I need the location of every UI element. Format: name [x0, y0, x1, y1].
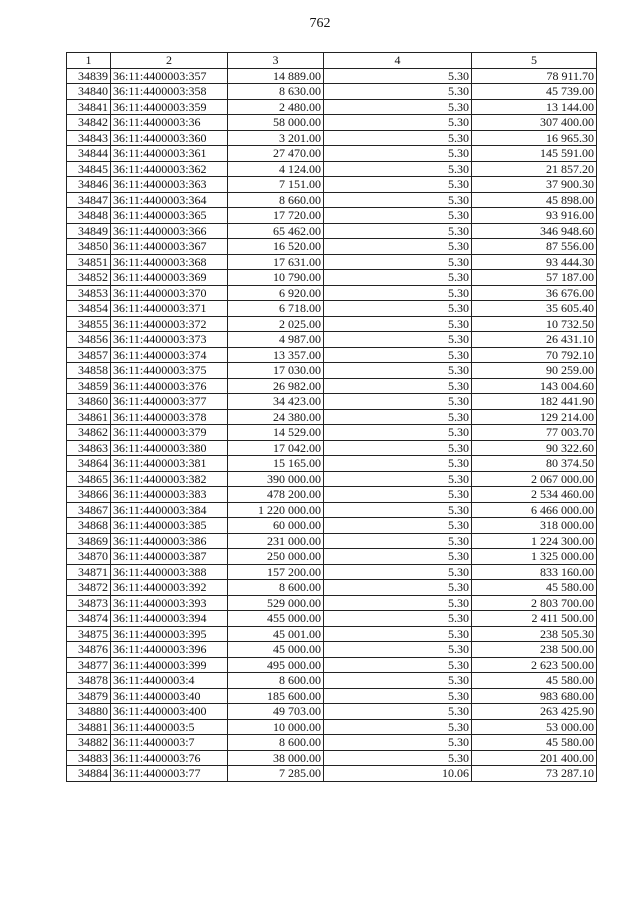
- table-cell-col2: 36:11:4400003:365: [111, 208, 228, 224]
- table-cell-col3: 4 987.00: [228, 332, 324, 348]
- table-cell-col2: 36:11:4400003:394: [111, 611, 228, 627]
- table-row: [67, 332, 597, 348]
- table-cell-col3: 157 200.00: [228, 564, 324, 580]
- table-cell-col5: 145 591.00: [472, 146, 597, 162]
- table-cell-col4: 5.30: [324, 425, 472, 441]
- table-cell-col4: 5.30: [324, 518, 472, 534]
- table-cell-col2: 36:11:4400003:383: [111, 487, 228, 503]
- table-cell-col2: 36:11:4400003:363: [111, 177, 228, 193]
- table-row: [67, 208, 597, 224]
- table-cell-col1: 34881: [67, 719, 111, 735]
- table-cell-col1: 34867: [67, 502, 111, 518]
- table-cell-col5: 70 792.10: [472, 347, 597, 363]
- table-row: [67, 161, 597, 177]
- table-row: [67, 146, 597, 162]
- table-cell-col4: 5.30: [324, 580, 472, 596]
- table-cell-col4: 5.30: [324, 208, 472, 224]
- table-cell-col3: 6 920.00: [228, 285, 324, 301]
- table-row: [67, 363, 597, 379]
- table-cell-col3: 45 000.00: [228, 642, 324, 658]
- table-cell-col2: 36:11:4400003:387: [111, 549, 228, 565]
- table-cell-col2: 36:11:4400003:400: [111, 704, 228, 720]
- table-cell-col3: 8 630.00: [228, 84, 324, 100]
- table-row: [67, 580, 597, 596]
- table-cell-col3: 49 703.00: [228, 704, 324, 720]
- table-row: [67, 254, 597, 270]
- table-cell-col2: 36:11:4400003:369: [111, 270, 228, 286]
- table-cell-col4: 5.30: [324, 595, 472, 611]
- table-cell-col4: 5.30: [324, 239, 472, 255]
- table-cell-col4: 5.30: [324, 704, 472, 720]
- table-cell-col1: 34847: [67, 192, 111, 208]
- table-cell-col3: 17 030.00: [228, 363, 324, 379]
- table-cell-col4: 5.30: [324, 285, 472, 301]
- table-cell-col3: 185 600.00: [228, 688, 324, 704]
- table-row: [67, 766, 597, 782]
- table-cell-col1: 34874: [67, 611, 111, 627]
- table-cell-col4: 5.30: [324, 564, 472, 580]
- table-cell-col4: 5.30: [324, 192, 472, 208]
- table-cell-col5: 53 000.00: [472, 719, 597, 735]
- table-cell-col1: 34846: [67, 177, 111, 193]
- table-cell-col4: 5.30: [324, 440, 472, 456]
- table-cell-col2: 36:11:4400003:359: [111, 99, 228, 115]
- table-cell-col3: 24 380.00: [228, 409, 324, 425]
- table-cell-col2: 36:11:4400003:396: [111, 642, 228, 658]
- table-cell-col2: 36:11:4400003:382: [111, 471, 228, 487]
- column-header-5: 5: [472, 53, 597, 69]
- table-cell-col2: 36:11:4400003:366: [111, 223, 228, 239]
- table-cell-col3: 8 600.00: [228, 673, 324, 689]
- table-cell-col5: 182 441.90: [472, 394, 597, 410]
- table-row: [67, 719, 597, 735]
- page-number: 762: [309, 16, 331, 31]
- table-cell-col5: 1 224 300.00: [472, 533, 597, 549]
- table-cell-col4: 5.30: [324, 626, 472, 642]
- table-cell-col4: 5.30: [324, 378, 472, 394]
- table-cell-col3: 6 718.00: [228, 301, 324, 317]
- table-cell-col5: 77 003.70: [472, 425, 597, 441]
- table-cell-col2: 36:11:4400003:360: [111, 130, 228, 146]
- table-cell-col4: 5.30: [324, 409, 472, 425]
- table-row: [67, 177, 597, 193]
- table-cell-col5: 35 605.40: [472, 301, 597, 317]
- table-cell-col1: 34853: [67, 285, 111, 301]
- table-cell-col5: 45 580.00: [472, 735, 597, 751]
- table-cell-col3: 7 151.00: [228, 177, 324, 193]
- table-cell-col5: 2 534 460.00: [472, 487, 597, 503]
- table-cell-col5: 2 411 500.00: [472, 611, 597, 627]
- table-cell-col4: 5.30: [324, 332, 472, 348]
- table-cell-col2: 36:11:4400003:384: [111, 502, 228, 518]
- table-cell-col3: 1 220 000.00: [228, 502, 324, 518]
- table-cell-col4: 5.30: [324, 254, 472, 270]
- table-cell-col3: 4 124.00: [228, 161, 324, 177]
- column-header-2: 2: [111, 53, 228, 69]
- table-cell-col2: 36:11:4400003:385: [111, 518, 228, 534]
- table-cell-col4: 5.30: [324, 657, 472, 673]
- table-cell-col1: 34850: [67, 239, 111, 255]
- table-row: [67, 657, 597, 673]
- table-row: [67, 673, 597, 689]
- table-cell-col5: 346 948.60: [472, 223, 597, 239]
- table-cell-col5: 80 374.50: [472, 456, 597, 472]
- table-cell-col5: 238 500.00: [472, 642, 597, 658]
- table-row: [67, 518, 597, 534]
- table-cell-col1: 34856: [67, 332, 111, 348]
- table-cell-col5: 45 580.00: [472, 580, 597, 596]
- table-cell-col5: 6 466 000.00: [472, 502, 597, 518]
- table-cell-col5: 833 160.00: [472, 564, 597, 580]
- table-cell-col5: 26 431.10: [472, 332, 597, 348]
- table-cell-col2: 36:11:4400003:362: [111, 161, 228, 177]
- table-cell-col4: 5.30: [324, 115, 472, 131]
- table-cell-col2: 36:11:4400003:379: [111, 425, 228, 441]
- table-cell-col2: 36:11:4400003:36: [111, 115, 228, 131]
- table-cell-col4: 5.30: [324, 673, 472, 689]
- table-cell-col4: 10.06: [324, 766, 472, 782]
- table-cell-col2: 36:11:4400003:376: [111, 378, 228, 394]
- table-cell-col5: 90 322.60: [472, 440, 597, 456]
- table-cell-col2: 36:11:4400003:370: [111, 285, 228, 301]
- table-cell-col3: 38 000.00: [228, 750, 324, 766]
- table-cell-col4: 5.30: [324, 270, 472, 286]
- table-cell-col3: 10 000.00: [228, 719, 324, 735]
- table-cell-col1: 34884: [67, 766, 111, 782]
- table-cell-col4: 5.30: [324, 750, 472, 766]
- table-cell-col5: 45 898.00: [472, 192, 597, 208]
- table-row: [67, 688, 597, 704]
- table-cell-col1: 34869: [67, 533, 111, 549]
- table-cell-col5: 45 739.00: [472, 84, 597, 100]
- table-cell-col4: 5.30: [324, 161, 472, 177]
- table-row: [67, 223, 597, 239]
- table-cell-col3: 478 200.00: [228, 487, 324, 503]
- table-cell-col3: 17 042.00: [228, 440, 324, 456]
- table-cell-col1: 34851: [67, 254, 111, 270]
- table-cell-col4: 5.30: [324, 301, 472, 317]
- table-cell-col3: 58 000.00: [228, 115, 324, 131]
- table-cell-col1: 34845: [67, 161, 111, 177]
- table-cell-col2: 36:11:4400003:368: [111, 254, 228, 270]
- table-cell-col1: 34876: [67, 642, 111, 658]
- table-cell-col3: 26 982.00: [228, 378, 324, 394]
- table-row: [67, 549, 597, 565]
- table-row: [67, 347, 597, 363]
- table-cell-col1: 34865: [67, 471, 111, 487]
- table-row: [67, 394, 597, 410]
- table-cell-col4: 5.30: [324, 688, 472, 704]
- table-cell-col3: 17 631.00: [228, 254, 324, 270]
- table-cell-col5: 129 214.00: [472, 409, 597, 425]
- table-row: [67, 626, 597, 642]
- table-cell-col1: 34863: [67, 440, 111, 456]
- table-row: [67, 130, 597, 146]
- table-cell-col2: 36:11:4400003:357: [111, 68, 228, 84]
- table-cell-col1: 34849: [67, 223, 111, 239]
- table-cell-col3: 7 285.00: [228, 766, 324, 782]
- table-cell-col2: 36:11:4400003:381: [111, 456, 228, 472]
- table-row: [67, 192, 597, 208]
- table-cell-col3: 27 470.00: [228, 146, 324, 162]
- column-header-1: 1: [67, 53, 111, 69]
- table-cell-col1: 34868: [67, 518, 111, 534]
- table-cell-col4: 5.30: [324, 611, 472, 627]
- table-cell-col4: 5.30: [324, 130, 472, 146]
- table-cell-col4: 5.30: [324, 533, 472, 549]
- table-row: [67, 502, 597, 518]
- table-cell-col3: 8 600.00: [228, 580, 324, 596]
- table-cell-col1: 34857: [67, 347, 111, 363]
- table-cell-col5: 37 900.30: [472, 177, 597, 193]
- table-cell-col2: 36:11:4400003:378: [111, 409, 228, 425]
- table-cell-col2: 36:11:4400003:377: [111, 394, 228, 410]
- table-cell-col5: 57 187.00: [472, 270, 597, 286]
- table-cell-col5: 307 400.00: [472, 115, 597, 131]
- table-row: [67, 750, 597, 766]
- table-row: [67, 378, 597, 394]
- table-cell-col3: 390 000.00: [228, 471, 324, 487]
- table-cell-col5: 93 916.00: [472, 208, 597, 224]
- table-cell-col2: 36:11:4400003:386: [111, 533, 228, 549]
- table-cell-col1: 34875: [67, 626, 111, 642]
- table-cell-col1: 34871: [67, 564, 111, 580]
- table-cell-col3: 2 025.00: [228, 316, 324, 332]
- table-cell-col4: 5.30: [324, 471, 472, 487]
- table-cell-col5: 90 259.00: [472, 363, 597, 379]
- table-cell-col4: 5.30: [324, 363, 472, 379]
- table-cell-col2: 36:11:4400003:5: [111, 719, 228, 735]
- table-cell-col2: 36:11:4400003:7: [111, 735, 228, 751]
- table-body: [67, 68, 597, 781]
- table-cell-col2: 36:11:4400003:367: [111, 239, 228, 255]
- table-row: [67, 285, 597, 301]
- table-row: [67, 456, 597, 472]
- table-row: [67, 301, 597, 317]
- table-cell-col3: 2 480.00: [228, 99, 324, 115]
- table-cell-col1: 34864: [67, 456, 111, 472]
- table-cell-col5: 87 556.00: [472, 239, 597, 255]
- table-row: [67, 239, 597, 255]
- table-cell-col2: 36:11:4400003:358: [111, 84, 228, 100]
- table-cell-col1: 34860: [67, 394, 111, 410]
- table-cell-col1: 34839: [67, 68, 111, 84]
- table-row: [67, 595, 597, 611]
- table-cell-col5: 2 623 500.00: [472, 657, 597, 673]
- table-cell-col2: 36:11:4400003:76: [111, 750, 228, 766]
- table-cell-col1: 34877: [67, 657, 111, 673]
- table-cell-col4: 5.30: [324, 487, 472, 503]
- table-row: [67, 84, 597, 100]
- table-cell-col4: 5.30: [324, 719, 472, 735]
- table-cell-col1: 34880: [67, 704, 111, 720]
- table-cell-col2: 36:11:4400003:40: [111, 688, 228, 704]
- column-header-3: 3: [228, 53, 324, 69]
- table-cell-col1: 34872: [67, 580, 111, 596]
- table-cell-col3: 495 000.00: [228, 657, 324, 673]
- table-cell-col5: 201 400.00: [472, 750, 597, 766]
- table-cell-col3: 529 000.00: [228, 595, 324, 611]
- table-cell-col5: 2 067 000.00: [472, 471, 597, 487]
- table-cell-col5: 318 000.00: [472, 518, 597, 534]
- table-row: [67, 564, 597, 580]
- table-cell-col2: 36:11:4400003:372: [111, 316, 228, 332]
- table-row: [67, 440, 597, 456]
- table-cell-col3: 14 529.00: [228, 425, 324, 441]
- table-cell-col2: 36:11:4400003:399: [111, 657, 228, 673]
- table-cell-col1: 34883: [67, 750, 111, 766]
- table-cell-col3: 10 790.00: [228, 270, 324, 286]
- table-cell-col2: 36:11:4400003:364: [111, 192, 228, 208]
- table-cell-col1: 34873: [67, 595, 111, 611]
- table-row: [67, 99, 597, 115]
- table-cell-col4: 5.30: [324, 642, 472, 658]
- table-cell-col5: 21 857.20: [472, 161, 597, 177]
- table-cell-col3: 45 001.00: [228, 626, 324, 642]
- table-row: [67, 611, 597, 627]
- table-row: [67, 270, 597, 286]
- table-row: [67, 316, 597, 332]
- table-cell-col4: 5.30: [324, 223, 472, 239]
- data-table: [66, 52, 597, 782]
- table-cell-col1: 34858: [67, 363, 111, 379]
- table-cell-col4: 5.30: [324, 502, 472, 518]
- table-cell-col3: 8 600.00: [228, 735, 324, 751]
- table-cell-col4: 5.30: [324, 735, 472, 751]
- table-row: [67, 471, 597, 487]
- table-cell-col4: 5.30: [324, 456, 472, 472]
- table-cell-col1: 34840: [67, 84, 111, 100]
- table-cell-col2: 36:11:4400003:395: [111, 626, 228, 642]
- table-cell-col5: 36 676.00: [472, 285, 597, 301]
- table-cell-col2: 36:11:4400003:373: [111, 332, 228, 348]
- table-cell-col2: 36:11:4400003:393: [111, 595, 228, 611]
- table-cell-col1: 34844: [67, 146, 111, 162]
- header-row: [67, 53, 597, 69]
- table-cell-col4: 5.30: [324, 99, 472, 115]
- table-row: [67, 409, 597, 425]
- table-cell-col4: 5.30: [324, 68, 472, 84]
- table-row: [67, 425, 597, 441]
- table-cell-col3: 3 201.00: [228, 130, 324, 146]
- table-cell-col5: 1 325 000.00: [472, 549, 597, 565]
- table-cell-col2: 36:11:4400003:77: [111, 766, 228, 782]
- table-cell-col2: 36:11:4400003:375: [111, 363, 228, 379]
- table-cell-col3: 34 423.00: [228, 394, 324, 410]
- table-cell-col1: 34841: [67, 99, 111, 115]
- table-row: [67, 68, 597, 84]
- table-row: [67, 704, 597, 720]
- table-cell-col4: 5.30: [324, 394, 472, 410]
- table-cell-col1: 34854: [67, 301, 111, 317]
- table-cell-col5: 2 803 700.00: [472, 595, 597, 611]
- table-cell-col5: 143 004.60: [472, 378, 597, 394]
- column-header-4: 4: [324, 53, 472, 69]
- table-cell-col4: 5.30: [324, 177, 472, 193]
- table-cell-col5: 13 144.00: [472, 99, 597, 115]
- table-cell-col1: 34882: [67, 735, 111, 751]
- table-cell-col2: 36:11:4400003:388: [111, 564, 228, 580]
- table-cell-col1: 34879: [67, 688, 111, 704]
- table-row: [67, 735, 597, 751]
- table-cell-col5: 263 425.90: [472, 704, 597, 720]
- table-cell-col3: 455 000.00: [228, 611, 324, 627]
- table-cell-col2: 36:11:4400003:361: [111, 146, 228, 162]
- table-cell-col5: 983 680.00: [472, 688, 597, 704]
- table-cell-col2: 36:11:4400003:374: [111, 347, 228, 363]
- table-cell-col3: 15 165.00: [228, 456, 324, 472]
- table-cell-col1: 34878: [67, 673, 111, 689]
- table-cell-col2: 36:11:4400003:4: [111, 673, 228, 689]
- table-cell-col5: 93 444.30: [472, 254, 597, 270]
- table-cell-col1: 34852: [67, 270, 111, 286]
- table-cell-col3: 16 520.00: [228, 239, 324, 255]
- table-cell-col3: 60 000.00: [228, 518, 324, 534]
- table-cell-col3: 250 000.00: [228, 549, 324, 565]
- table-cell-col3: 17 720.00: [228, 208, 324, 224]
- table-cell-col5: 78 911.70: [472, 68, 597, 84]
- table-cell-col1: 34843: [67, 130, 111, 146]
- table-cell-col4: 5.30: [324, 549, 472, 565]
- table-cell-col4: 5.30: [324, 316, 472, 332]
- table-cell-col3: 13 357.00: [228, 347, 324, 363]
- table-cell-col2: 36:11:4400003:371: [111, 301, 228, 317]
- table-cell-col1: 34842: [67, 115, 111, 131]
- table-row: [67, 115, 597, 131]
- table-cell-col4: 5.30: [324, 84, 472, 100]
- table-row: [67, 642, 597, 658]
- table-row: [67, 487, 597, 503]
- table-cell-col5: 238 505.30: [472, 626, 597, 642]
- table-cell-col4: 5.30: [324, 347, 472, 363]
- table-cell-col1: 34870: [67, 549, 111, 565]
- table-cell-col5: 10 732.50: [472, 316, 597, 332]
- table-cell-col5: 16 965.30: [472, 130, 597, 146]
- table-cell-col1: 34861: [67, 409, 111, 425]
- table-cell-col3: 65 462.00: [228, 223, 324, 239]
- table-cell-col2: 36:11:4400003:392: [111, 580, 228, 596]
- table-cell-col5: 73 287.10: [472, 766, 597, 782]
- table-cell-col1: 34855: [67, 316, 111, 332]
- table-cell-col1: 34866: [67, 487, 111, 503]
- table-cell-col3: 14 889.00: [228, 68, 324, 84]
- table-cell-col3: 8 660.00: [228, 192, 324, 208]
- table-cell-col4: 5.30: [324, 146, 472, 162]
- table-cell-col1: 34859: [67, 378, 111, 394]
- table-cell-col2: 36:11:4400003:380: [111, 440, 228, 456]
- table-cell-col1: 34862: [67, 425, 111, 441]
- table-cell-col3: 231 000.00: [228, 533, 324, 549]
- table-cell-col1: 34848: [67, 208, 111, 224]
- table-cell-col5: 45 580.00: [472, 673, 597, 689]
- table-row: [67, 533, 597, 549]
